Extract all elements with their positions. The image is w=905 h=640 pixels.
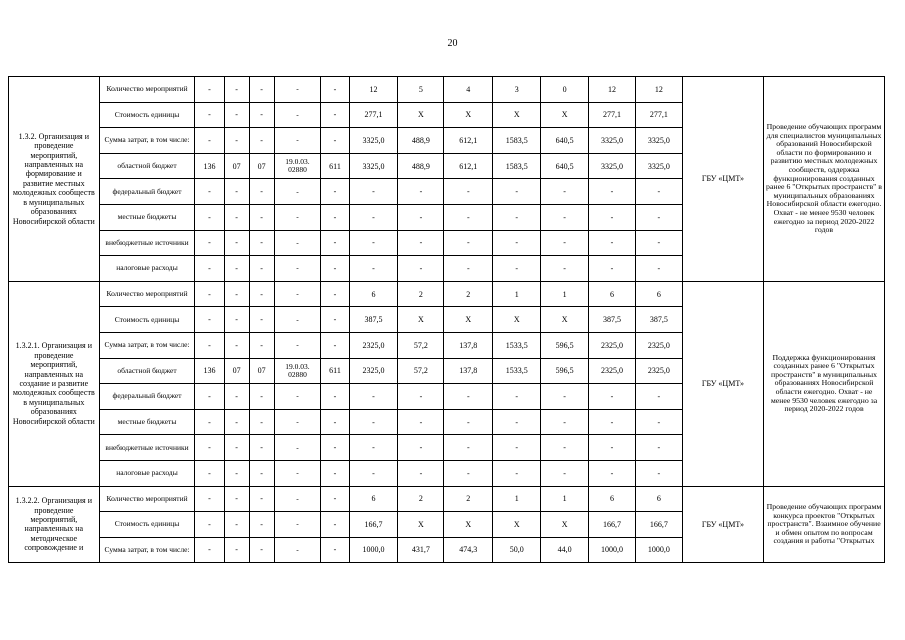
value-cell: -: [541, 179, 589, 205]
indicator-label-cell: Количество мероприятий: [99, 77, 195, 103]
value-cell: 612,1: [444, 128, 493, 154]
indicator-label-cell: Сумма затрат, в том числе:: [99, 128, 195, 154]
value-cell: -: [493, 179, 541, 205]
value-cell: 1: [541, 486, 589, 512]
value-cell: -: [349, 179, 398, 205]
value-cell: -: [274, 128, 321, 154]
value-cell: -: [444, 384, 493, 410]
value-cell: 3325,0: [349, 128, 398, 154]
value-cell: -: [195, 486, 224, 512]
value-cell: -: [195, 204, 224, 230]
value-cell: 57,2: [398, 332, 444, 358]
value-cell: -: [274, 230, 321, 256]
value-cell: -: [589, 409, 636, 435]
value-cell: -: [274, 281, 321, 307]
value-cell: -: [321, 384, 349, 410]
value-cell: -: [249, 102, 274, 128]
value-cell: 136: [195, 153, 224, 179]
value-cell: -: [398, 230, 444, 256]
value-cell: -: [224, 486, 249, 512]
value-cell: -: [589, 435, 636, 461]
value-cell: 488,9: [398, 128, 444, 154]
value-cell: -: [493, 204, 541, 230]
page-number: 20: [447, 38, 458, 49]
value-cell: -: [321, 409, 349, 435]
value-cell: -: [224, 256, 249, 282]
value-cell: 137,8: [444, 358, 493, 384]
indicator-label-cell: местные бюджеты: [99, 409, 195, 435]
value-cell: 6: [635, 486, 682, 512]
value-cell: -: [249, 281, 274, 307]
value-cell: -: [541, 409, 589, 435]
indicator-label-cell: Сумма затрат, в том числе:: [99, 332, 195, 358]
value-cell: -: [635, 384, 682, 410]
value-cell: -: [274, 256, 321, 282]
value-cell: -: [589, 384, 636, 410]
value-cell: 07: [249, 153, 274, 179]
value-cell: 5: [398, 77, 444, 103]
value-cell: -: [321, 230, 349, 256]
value-cell: -: [398, 435, 444, 461]
indicator-label-cell: налоговые расходы: [99, 256, 195, 282]
value-cell: -: [224, 128, 249, 154]
value-cell: -: [195, 332, 224, 358]
value-cell: 3325,0: [589, 128, 636, 154]
indicator-label-cell: областной бюджет: [99, 358, 195, 384]
value-cell: 596,5: [541, 332, 589, 358]
expected-result-cell: Проведение обучающих программ конкурса проектов "Открытых пространств". Взаимное обучение и обмен опытом по вопросам создания и работы "Открытых: [764, 486, 885, 563]
value-cell: -: [321, 281, 349, 307]
value-cell: 488,9: [398, 153, 444, 179]
value-cell: X: [493, 512, 541, 538]
value-cell: 387,5: [349, 307, 398, 333]
value-cell: -: [224, 409, 249, 435]
value-cell: -: [398, 204, 444, 230]
value-cell: -: [541, 435, 589, 461]
value-cell: -: [274, 204, 321, 230]
value-cell: 6: [589, 281, 636, 307]
value-cell: -: [589, 460, 636, 486]
value-cell: -: [224, 179, 249, 205]
table-row: [9, 77, 885, 103]
indicator-label-cell: Стоимость единицы: [99, 512, 195, 538]
value-cell: X: [541, 102, 589, 128]
value-cell: -: [444, 204, 493, 230]
value-cell: 50,0: [493, 537, 541, 563]
value-cell: -: [195, 256, 224, 282]
value-cell: -: [493, 409, 541, 435]
value-cell: -: [493, 384, 541, 410]
value-cell: 12: [635, 77, 682, 103]
value-cell: -: [398, 256, 444, 282]
value-cell: -: [321, 204, 349, 230]
value-cell: -: [274, 384, 321, 410]
value-cell: 2325,0: [589, 358, 636, 384]
value-cell: -: [249, 307, 274, 333]
indicator-label-cell: областной бюджет: [99, 153, 195, 179]
value-cell: -: [195, 102, 224, 128]
indicator-label-cell: федеральный бюджет: [99, 179, 195, 205]
value-cell: 1: [493, 281, 541, 307]
value-cell: -: [321, 512, 349, 538]
value-cell: 166,7: [589, 512, 636, 538]
indicator-label-cell: Количество мероприятий: [99, 281, 195, 307]
value-cell: 3325,0: [635, 153, 682, 179]
value-cell: -: [249, 512, 274, 538]
value-cell: 640,5: [541, 153, 589, 179]
value-cell: 137,8: [444, 332, 493, 358]
value-cell: 44,0: [541, 537, 589, 563]
value-cell: -: [589, 230, 636, 256]
value-cell: X: [444, 102, 493, 128]
value-cell: -: [224, 332, 249, 358]
value-cell: 277,1: [349, 102, 398, 128]
indicator-label-cell: внебюджетные источники: [99, 230, 195, 256]
value-cell: X: [444, 307, 493, 333]
value-cell: -: [249, 486, 274, 512]
table-row: [9, 486, 885, 512]
value-cell: -: [321, 179, 349, 205]
value-cell: -: [195, 512, 224, 538]
value-cell: 1583,5: [493, 153, 541, 179]
value-cell: 2: [398, 486, 444, 512]
value-cell: 1000,0: [589, 537, 636, 563]
value-cell: -: [349, 460, 398, 486]
value-cell: -: [249, 128, 274, 154]
value-cell: -: [321, 486, 349, 512]
value-cell: -: [635, 179, 682, 205]
value-cell: -: [321, 537, 349, 563]
value-cell: -: [274, 486, 321, 512]
value-cell: -: [274, 512, 321, 538]
value-cell: -: [195, 230, 224, 256]
value-cell: -: [635, 230, 682, 256]
value-cell: -: [635, 256, 682, 282]
table-body: [9, 77, 885, 563]
value-cell: -: [349, 204, 398, 230]
value-cell: -: [493, 230, 541, 256]
value-cell: 6: [589, 486, 636, 512]
value-cell: -: [195, 435, 224, 461]
value-cell: -: [274, 460, 321, 486]
value-cell: -: [274, 179, 321, 205]
value-cell: X: [398, 512, 444, 538]
value-cell: 3: [493, 77, 541, 103]
indicator-label-cell: налоговые расходы: [99, 460, 195, 486]
value-cell: -: [398, 179, 444, 205]
indicator-label-cell: Сумма затрат, в том числе:: [99, 537, 195, 563]
activity-name-cell: 1.3.2. Организация и проведение мероприятий, направленных на формирование и развитие местных молодежных сообществ в муниципальных образованиях Новосибирской области: [9, 77, 100, 282]
value-cell: -: [274, 77, 321, 103]
value-cell: -: [589, 256, 636, 282]
value-cell: 1533,5: [493, 358, 541, 384]
value-cell: -: [321, 128, 349, 154]
value-cell: 166,7: [349, 512, 398, 538]
value-cell: 1000,0: [635, 537, 682, 563]
value-cell: 19.0.03. 02880: [274, 358, 321, 384]
value-cell: 277,1: [635, 102, 682, 128]
value-cell: 12: [349, 77, 398, 103]
value-cell: 611: [321, 358, 349, 384]
value-cell: -: [195, 281, 224, 307]
value-cell: -: [444, 179, 493, 205]
value-cell: -: [195, 128, 224, 154]
value-cell: -: [493, 435, 541, 461]
value-cell: -: [195, 77, 224, 103]
value-cell: -: [249, 179, 274, 205]
value-cell: 474,3: [444, 537, 493, 563]
value-cell: 166,7: [635, 512, 682, 538]
value-cell: -: [444, 409, 493, 435]
value-cell: -: [349, 409, 398, 435]
expected-result-cell: Проведение обучающих программ для специалистов муниципальных образований Новосибирской области по формированию и развитию местных молодежных сообществ, оддержка функционирования созданных ранее 6 "Открытых пространств" в муниципальных образованиях Новосибирской области ежегодно. Охват - не менее 9530 человек ежегодно за период 2020-2022 годов: [764, 77, 885, 282]
value-cell: -: [195, 384, 224, 410]
value-cell: 2325,0: [635, 332, 682, 358]
value-cell: -: [224, 384, 249, 410]
value-cell: 136: [195, 358, 224, 384]
budget-table: [8, 76, 885, 563]
value-cell: 611: [321, 153, 349, 179]
value-cell: 387,5: [589, 307, 636, 333]
value-cell: 2325,0: [349, 358, 398, 384]
value-cell: -: [224, 307, 249, 333]
value-cell: -: [589, 204, 636, 230]
value-cell: -: [541, 204, 589, 230]
value-cell: 387,5: [635, 307, 682, 333]
value-cell: X: [493, 102, 541, 128]
value-cell: 1: [541, 281, 589, 307]
value-cell: 07: [249, 358, 274, 384]
value-cell: -: [249, 230, 274, 256]
value-cell: -: [493, 256, 541, 282]
value-cell: -: [635, 460, 682, 486]
value-cell: -: [249, 77, 274, 103]
value-cell: -: [195, 460, 224, 486]
value-cell: -: [224, 204, 249, 230]
value-cell: -: [249, 435, 274, 461]
value-cell: -: [274, 307, 321, 333]
value-cell: -: [224, 230, 249, 256]
value-cell: X: [541, 512, 589, 538]
value-cell: -: [224, 460, 249, 486]
executor-cell: ГБУ «ЦМТ»: [682, 77, 763, 282]
value-cell: -: [249, 332, 274, 358]
indicator-label-cell: Количество мероприятий: [99, 486, 195, 512]
value-cell: 596,5: [541, 358, 589, 384]
value-cell: 1000,0: [349, 537, 398, 563]
value-cell: -: [349, 256, 398, 282]
value-cell: X: [493, 307, 541, 333]
value-cell: -: [195, 537, 224, 563]
value-cell: -: [224, 435, 249, 461]
value-cell: 277,1: [589, 102, 636, 128]
value-cell: 640,5: [541, 128, 589, 154]
value-cell: 4: [444, 77, 493, 103]
activity-name-cell: 1.3.2.2. Организация и проведение мероприятий, направленных на методическое сопровождение и: [9, 486, 100, 563]
value-cell: -: [249, 384, 274, 410]
value-cell: -: [321, 256, 349, 282]
value-cell: -: [249, 460, 274, 486]
value-cell: 2: [444, 281, 493, 307]
value-cell: -: [321, 435, 349, 461]
value-cell: -: [635, 204, 682, 230]
value-cell: -: [195, 307, 224, 333]
value-cell: -: [321, 102, 349, 128]
value-cell: -: [321, 332, 349, 358]
value-cell: 612,1: [444, 153, 493, 179]
value-cell: 1: [493, 486, 541, 512]
value-cell: -: [274, 435, 321, 461]
value-cell: -: [224, 102, 249, 128]
indicator-label-cell: местные бюджеты: [99, 204, 195, 230]
value-cell: -: [249, 204, 274, 230]
value-cell: -: [224, 281, 249, 307]
value-cell: -: [249, 409, 274, 435]
value-cell: 6: [349, 281, 398, 307]
value-cell: -: [541, 256, 589, 282]
value-cell: 57,2: [398, 358, 444, 384]
value-cell: 3325,0: [635, 128, 682, 154]
indicator-label-cell: Стоимость единицы: [99, 102, 195, 128]
value-cell: -: [493, 460, 541, 486]
value-cell: -: [444, 256, 493, 282]
value-cell: X: [398, 307, 444, 333]
value-cell: 6: [349, 486, 398, 512]
value-cell: -: [274, 102, 321, 128]
value-cell: -: [224, 512, 249, 538]
indicator-label-cell: внебюджетные источники: [99, 435, 195, 461]
value-cell: -: [541, 460, 589, 486]
value-cell: -: [398, 460, 444, 486]
value-cell: -: [195, 409, 224, 435]
value-cell: -: [249, 256, 274, 282]
value-cell: 07: [224, 153, 249, 179]
value-cell: 12: [589, 77, 636, 103]
value-cell: 431,7: [398, 537, 444, 563]
value-cell: 2325,0: [635, 358, 682, 384]
executor-cell: ГБУ «ЦМТ»: [682, 486, 763, 563]
expected-result-cell: Поддержка функционирования созданных ранее 6 "Открытых пространств" в муниципальных образованиях Новосибирской области ежегодно. Охват - не менее 9530 человек ежегодно за период 2020-2022 годов: [764, 281, 885, 486]
value-cell: -: [635, 409, 682, 435]
value-cell: 0: [541, 77, 589, 103]
value-cell: -: [444, 230, 493, 256]
indicator-label-cell: федеральный бюджет: [99, 384, 195, 410]
value-cell: -: [321, 460, 349, 486]
value-cell: -: [349, 435, 398, 461]
value-cell: -: [321, 77, 349, 103]
value-cell: -: [398, 384, 444, 410]
activity-name-cell: 1.3.2.1. Организация и проведение мероприятий, направленных на создание и развитие молодежных сообществ в муниципальных образованиях Новосибирской области: [9, 281, 100, 486]
value-cell: X: [444, 512, 493, 538]
value-cell: -: [541, 230, 589, 256]
value-cell: -: [195, 179, 224, 205]
value-cell: -: [274, 332, 321, 358]
value-cell: -: [635, 435, 682, 461]
value-cell: -: [274, 537, 321, 563]
value-cell: 19.0.03. 02880: [274, 153, 321, 179]
value-cell: 2: [444, 486, 493, 512]
value-cell: X: [541, 307, 589, 333]
executor-cell: ГБУ «ЦМТ»: [682, 281, 763, 486]
value-cell: -: [349, 230, 398, 256]
value-cell: -: [541, 384, 589, 410]
value-cell: -: [224, 77, 249, 103]
value-cell: 3325,0: [589, 153, 636, 179]
table-row: [9, 281, 885, 307]
value-cell: 2325,0: [589, 332, 636, 358]
value-cell: -: [224, 537, 249, 563]
value-cell: X: [398, 102, 444, 128]
value-cell: 6: [635, 281, 682, 307]
value-cell: 1533,5: [493, 332, 541, 358]
value-cell: 2325,0: [349, 332, 398, 358]
value-cell: 2: [398, 281, 444, 307]
value-cell: -: [589, 179, 636, 205]
value-cell: -: [398, 409, 444, 435]
value-cell: 1583,5: [493, 128, 541, 154]
value-cell: -: [274, 409, 321, 435]
value-cell: -: [444, 435, 493, 461]
value-cell: -: [444, 460, 493, 486]
value-cell: -: [349, 384, 398, 410]
value-cell: 3325,0: [349, 153, 398, 179]
value-cell: -: [249, 537, 274, 563]
value-cell: -: [321, 307, 349, 333]
value-cell: 07: [224, 358, 249, 384]
indicator-label-cell: Стоимость единицы: [99, 307, 195, 333]
